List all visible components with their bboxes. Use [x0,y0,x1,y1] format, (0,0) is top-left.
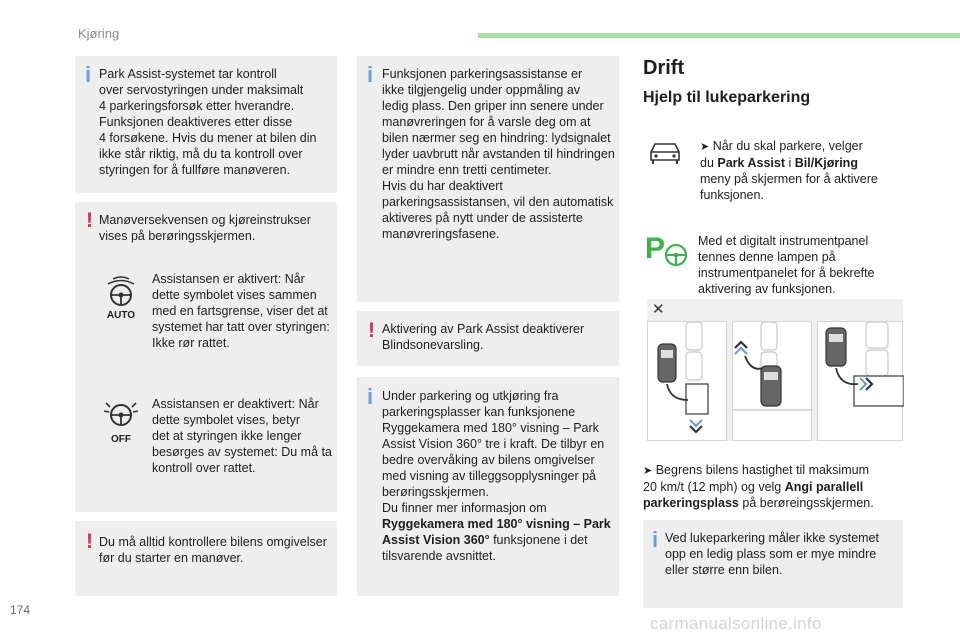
step-bullet-icon: ➤ [700,140,710,153]
warning-icon: ! [368,319,375,342]
col1-warning-text: Manøversekvensen og kjøreinstrukser vises på berøringsskjermen. [99,213,311,243]
col2-info-2-part-b: funksjonene i det tilsvarende avsnittet. [382,533,588,563]
parking-step-panel-3 [817,321,903,441]
auto-description: Assistansen er aktivert: Når dette symbolet vises sammen med en fartsgrense, viser det at systemet har tatt over styringen: Ikke rør rattet. [152,272,330,350]
col2-info-2-bold: Ryggekamera med 180° visning – Park Assist Vision 360° [382,517,611,547]
step2-text: Med et digitalt instrumentpanel tennes denne lampen på instrumentpanelet for å bekrefte aktivering av funksjonen. [698,234,875,296]
park-assist-p-icon [645,232,689,268]
watermark: carmanualsonline.info [650,614,822,633]
step3-bold: Angi parallell parkeringsplass [643,480,864,510]
col2-info-text: Funksjonen parkeringsassistanse er ikke tilgjengelig under oppmåling av ledig plass. Den griper inn senere under manøvreringen for å varsle deg om at bilen nærmer seg en hindring: lydsignalet lyder uavbrutt når avstanden til hindringen er mindre enn tretti centimeter. Hvis du har deaktivert parkeringsassistansen, vil den automatisk aktiveres på nytt under de assisterte manøvreringsfasene. [382,67,615,241]
info-icon: i [367,384,374,409]
step-bullet-icon: ➤ [643,464,653,477]
p-letter: P [645,232,666,265]
step1-part-c: i [785,156,795,170]
page-number: 174 [10,603,31,617]
col2-warning-text: Aktivering av Park Assist deaktiverer Blindsonevarsling. [382,322,585,352]
step3-part-a: Begrens bilens hastighet til maksimum 20 km/t (12 mph) og velg [643,463,869,494]
section-subheading: Hjelp til lukeparkering [643,89,811,106]
off-label: OFF [111,434,131,445]
step1-bold-2: Bil/Kjøring [794,156,858,170]
col3-info-text: Ved lukeparkering måler ikke systemet opp en ledig plass som er mye mindre eller større enn bilen. [665,531,879,577]
close-icon: ✕ [652,301,665,318]
section-title: Kjøring [78,26,120,41]
steering-wheel-auto-icon [103,275,139,321]
auto-label: AUTO [106,310,136,321]
off-description: Assistansen er deaktivert: Når dette symbolet vises, betyr det at styringen ikke lenger besørges av systemet: Du må ta kontroll over rattet. [152,397,332,475]
steering-wheel-off-icon [102,398,140,444]
step3-part-c: på berøreingsskjermen. [738,496,874,510]
step1-part-d: meny på skjermen for å aktivere funksjonen. [700,172,878,202]
section-heading: Drift [643,57,685,79]
warning-icon: ! [86,530,93,553]
parking-step-panel-1 [647,321,727,441]
warning-icon: ! [86,209,93,232]
parking-illustration [647,299,903,441]
info-icon: i [367,62,374,87]
info-icon: i [652,527,659,552]
parking-step-panel-2 [732,321,812,441]
col2-info-2-text [382,388,611,564]
car-front-icon [647,140,683,166]
step1-text [700,138,878,203]
step1-part-a: Når du skal parkere, velger du [700,139,863,170]
col2-info-2-part-a: Under parkering og utkjøring fra parkeringsplasser kan funksjonene Ryggekamera med 180° visning – Park Assist Vision 360° tre i kraft. De tilbyr en bedre overvåking av bilens omgivelser med visning av tilleggsopplysninger på berøringsskjermen. Du finner mer informasjon om [382,389,605,515]
step1-bold-1: Park Assist [717,156,786,170]
section-accent-bar [478,33,960,38]
step3-text [643,462,874,511]
col1-warning-2-text: Du må alltid kontrollere bilens omgivelser før du starter en manøver. [99,535,327,565]
info-icon: i [85,62,92,87]
col1-info-text: Park Assist-systemet tar kontroll over servostyringen under maksimalt 4 parkeringsforsøk etter hverandre. Funksjonen deaktiveres etter disse 4 forsøkene. Hvis du mener at bilen din ikke står riktig, må du ta kontroll over styringen for å fullføre manøveren. [99,67,317,177]
